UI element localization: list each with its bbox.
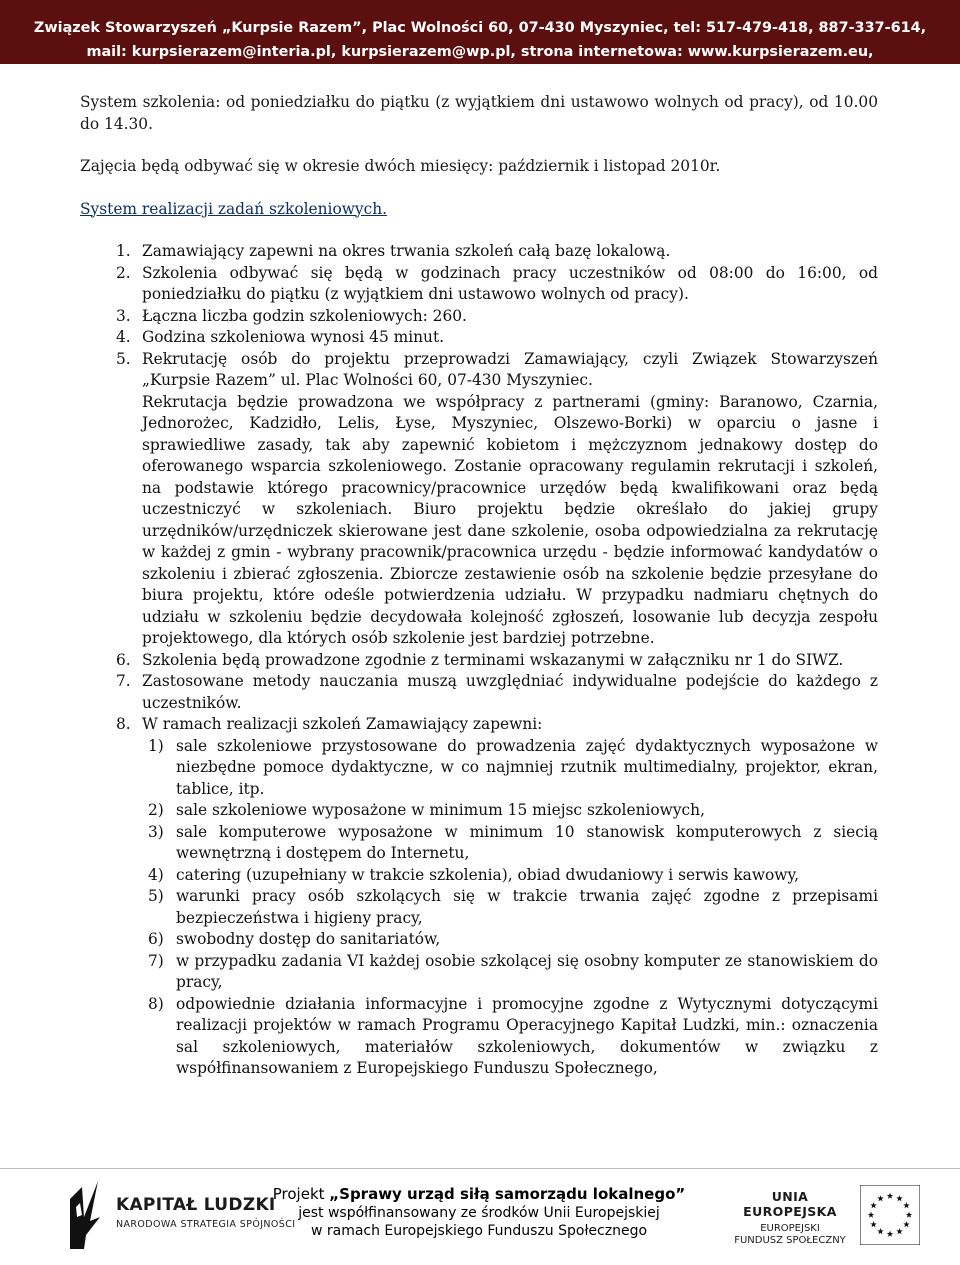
subitem-number: 8) [148, 994, 164, 1013]
subitem-text: odpowiednie działania informacyjne i promocyjne zgodne z Wytycznymi dotyczącymi realizacji projektów w ramach Programu Operacyjnego Kapitał Ludzki, min.: oznaczenia sal szkoleniowych, materiałów szkoleniowych, dokumentów w związku z współfinansowaniem z Europejskiego Funduszu Społecznego, [176, 994, 878, 1077]
subitem-text: w przypadku zadania VI każdej osobie szkolącej się osobny komputer ze stanowiskiem do pracy, [176, 951, 878, 991]
sub-list-item [80, 929, 878, 951]
eu-union-label: UNIA EUROPEJSKA [743, 1189, 837, 1219]
subitem-number: 1) [148, 736, 164, 755]
subitem-number: 7) [148, 951, 164, 970]
item-text: Zamawiający zapewni na okres trwania szkoleń całą bazę lokalową. [142, 242, 671, 260]
item-number: 5. [116, 349, 131, 368]
item-number: 7. [116, 672, 131, 690]
sub-list-item [80, 951, 878, 994]
requirements-list [80, 241, 878, 1080]
page-footer [0, 1168, 960, 1265]
list-item [80, 241, 878, 263]
recruitment-paragraph: Rekrutacja będzie prowadzona we współpracy z partnerami (gminy: Baranowo, Czarnia, Jednorożec, Kadzidło, Lelis, Łyse, Myszyniec, Olszewo-Borki) w oparciu o jasne i sprawiedliwe zasady, tak aby zapewnić kobietom i mężczyznom jednakowy dostęp do oferowanego wsparcia szkoleniowego. Zostanie opracowany regulamin rekrutacji i szkoleń, na podstawie którego pracownicy/pracownice urzędów będą kwalifikowani oraz będą uczestniczyć w szkoleniach. Biuro projektu będzie określało do jakiej grupy urzędników/urzędniczek skierowane jest dane szkolenie, osoba odpowiedzialna za rekrutację w każdej z gmin - wybrany pracownik/pracownica urzędu - będzie informować kandydatów o szkoleniu i zbierać zgłoszenia. Zbiorcze zestawienie osób na szkolenie będzie przesyłane do biura projektu, które odeśle potwierdzenia udziału. W przypadku nadmiaru chętnych do udziału w szkoleniu będzie decydowała kolejność zgłoszeń, losowanie lub decyzja zespołu projektowego, dla których osób szkolenie jest bardziej potrzebne. [142, 392, 878, 647]
sub-list-item [80, 736, 878, 801]
sub-list-item [80, 886, 878, 929]
kapital-ludzki-logo-icon [64, 1177, 104, 1251]
letterhead-address: Związek Stowarzyszeń „Kurpsie Razem”, Plac Wolności 60, 07-430 Myszyniec, tel: 517-479-418, 887-337-614, [33, 20, 927, 36]
list-item [80, 650, 878, 672]
project-prefix: Projekt [272, 1185, 330, 1203]
kapital-ludzki-subtitle: NARODOWA STRATEGIA SPÓJNOŚCI [116, 1219, 296, 1230]
item-text: W ramach realizacji szkoleń Zamawiający zapewni: [142, 715, 543, 733]
item-number: 3. [116, 306, 131, 325]
document-body [80, 92, 878, 1080]
item-text: Szkolenia odbywać się będą w godzinach pracy uczestników od 08:00 do 16:00, od poniedziałku do piątku (z wyjątkiem dni ustawowo wolnych od pracy). [142, 263, 878, 303]
sub-list-item [80, 822, 878, 865]
subitem-number: 6) [148, 930, 164, 948]
list-item [80, 263, 878, 306]
subitem-number: 3) [148, 822, 164, 841]
section-title: System realizacji zadań szkoleniowych. [80, 199, 388, 218]
subitem-text: warunki pracy osób szkolących się w trakcie trwania zajęć zgodne z przepisami bezpieczeństwa i higieny pracy, [176, 887, 878, 927]
subitem-text: catering (uzupełniany w trakcie szkolenia), obiad dwudaniowy i serwis kawowy, [176, 865, 800, 884]
list-item [80, 349, 878, 392]
subitem-text: swobodny dostęp do sanitariatów, [176, 930, 441, 948]
sub-list-item [80, 865, 878, 887]
item-text: Szkolenia będą prowadzone zgodnie z terminami wskazanymi w załączniku nr 1 do SIWZ. [142, 650, 844, 669]
letterhead-banner [0, 0, 960, 64]
subitem-number: 5) [148, 887, 164, 905]
item-number: 2. [116, 263, 131, 282]
item-number: 6. [116, 650, 131, 669]
project-program-line: w ramach Europejskiego Funduszu Społecznego [310, 1223, 648, 1239]
sub-list-item [80, 994, 878, 1080]
kapital-ludzki-title: KAPITAŁ LUDZKI [116, 1195, 276, 1215]
intro-schedule: System szkolenia: od poniedziałku do piątku (z wyjątkiem dni ustawowo wolnych od pracy), od 10.00 do 14.30. [80, 93, 878, 133]
eu-flag-icon [860, 1185, 920, 1245]
subitem-text: sale szkoleniowe przystosowane do prowadzenia zajęć dydaktycznych wyposażone w niezbędne pomoce dydaktyczne, w co najmniej rzutnik multimedialny, projektor, ekran, tablice, itp. [176, 736, 878, 798]
eu-fund-line2: FUNDUSZ SPOŁECZNY [734, 1235, 846, 1246]
sub-list-item [80, 800, 878, 822]
item-number: 4. [116, 328, 131, 346]
subitem-text: sale komputerowe wyposażone w minimum 10 stanowisk komputerowych z siecią wewnętrzną i dostępem do Internetu, [176, 822, 878, 862]
list-item [80, 671, 878, 714]
item-number: 8. [116, 715, 131, 733]
list-item [80, 714, 878, 736]
project-funding-line: jest współfinansowany ze środków Unii Europejskiej [298, 1205, 660, 1221]
project-name: „Sprawy urząd siłą samorządu lokalnego” [329, 1185, 686, 1203]
project-statement [270, 1185, 688, 1239]
item-text: Rekrutację osób do projektu przeprowadzi Zamawiający, czyli Związek Stowarzyszeń „Kurpsie Razem” ul. Plac Wolności 60, 07-430 Myszyniec. [142, 349, 878, 389]
item-text: Łączna liczba godzin szkoleniowych: 260. [142, 306, 467, 325]
item-text: Zastosowane metody nauczania muszą uwzględniać indywidualne podejście do każdego z uczestników. [142, 672, 878, 712]
intro-period: Zajęcia będą odbywać się w okresie dwóch miesięcy: październik i listopad 2010r. [80, 157, 721, 175]
eu-fund-label [728, 1189, 852, 1246]
subitem-text: sale szkoleniowe wyposażone w minimum 15 miejsc szkoleniowych, [176, 801, 705, 819]
subitem-number: 2) [148, 801, 164, 819]
item-text: Godzina szkoleniowa wynosi 45 minut. [142, 328, 445, 346]
list-item [80, 306, 878, 328]
list-item [80, 327, 878, 349]
eu-fund-line1: EUROPEJSKI [760, 1223, 820, 1234]
item-number: 1. [116, 242, 131, 260]
letterhead-contact: mail: kurpsierazem@interia.pl, kurpsierazem@wp.pl, strona internetowa: www.kurpsierazem.eu, [86, 44, 874, 60]
subitem-number: 4) [148, 865, 164, 884]
